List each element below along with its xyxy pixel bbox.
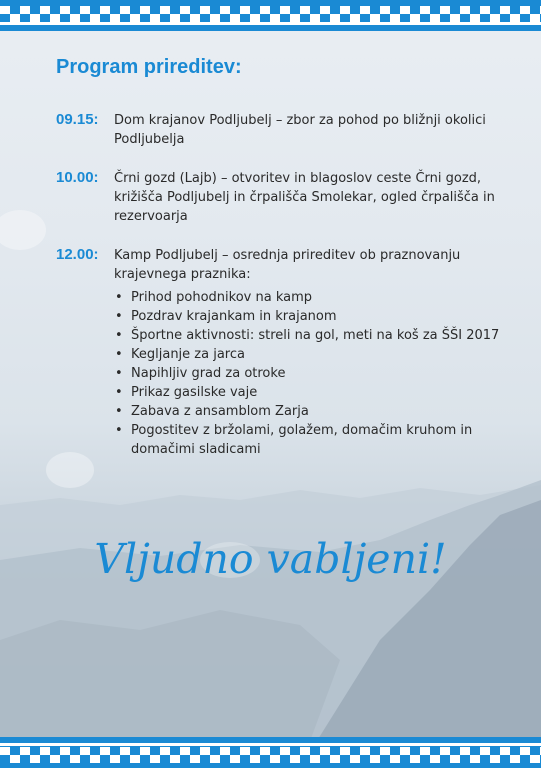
entry-description-block bbox=[114, 246, 514, 459]
program-heading: Program prireditev: bbox=[56, 56, 242, 78]
entry-time: 12.00: bbox=[56, 246, 99, 263]
bullet-icon: • bbox=[115, 290, 123, 305]
bullet-icon: • bbox=[115, 328, 123, 343]
list-item: • Pozdrav krajankam in krajanom bbox=[115, 309, 337, 324]
closing-invitation: Vljudno vabljeni! bbox=[94, 535, 447, 583]
activities-list bbox=[114, 288, 514, 459]
entry-description: Črni gozd (Lajb) – otvoritev in blagoslov ceste Črni gozd, križišča Podljubelj in črpališča Smolekar, ogled črpališča in rezervoarja bbox=[114, 171, 495, 224]
list-item: • Prihod pohodnikov na kamp bbox=[115, 290, 313, 305]
bullet-icon: • bbox=[115, 385, 123, 400]
list-item: • Kegljanje za jarca bbox=[115, 347, 245, 362]
list-item: • Zabava z ansamblom Zarja bbox=[115, 404, 309, 419]
list-item: • Pogostitev z bržolami, golažem, domačim kruhom in domačimi sladicami bbox=[115, 423, 473, 457]
bullet-icon: • bbox=[115, 404, 123, 419]
entry-description: Dom krajanov Podljubelj – zbor za pohod po bližnji okolici Podljubelja bbox=[114, 113, 486, 147]
entry-time: 10.00: bbox=[56, 169, 99, 186]
list-item: • Športne aktivnosti: streli na gol, meti na koš za ŠŠI 2017 bbox=[115, 328, 500, 343]
bullet-icon: • bbox=[115, 423, 123, 438]
bullet-icon: • bbox=[115, 309, 123, 324]
entry-time: 09.15: bbox=[56, 111, 99, 128]
list-item: • Napihljiv grad za otroke bbox=[115, 366, 286, 381]
list-item: • Prikaz gasilske vaje bbox=[115, 385, 258, 400]
entry-description: Kamp Podljubelj – osrednja prireditev ob praznovanju krajevnega praznika: bbox=[114, 248, 461, 282]
bottom-border bbox=[0, 737, 541, 768]
bullet-icon: • bbox=[115, 347, 123, 362]
bullet-icon: • bbox=[115, 366, 123, 381]
